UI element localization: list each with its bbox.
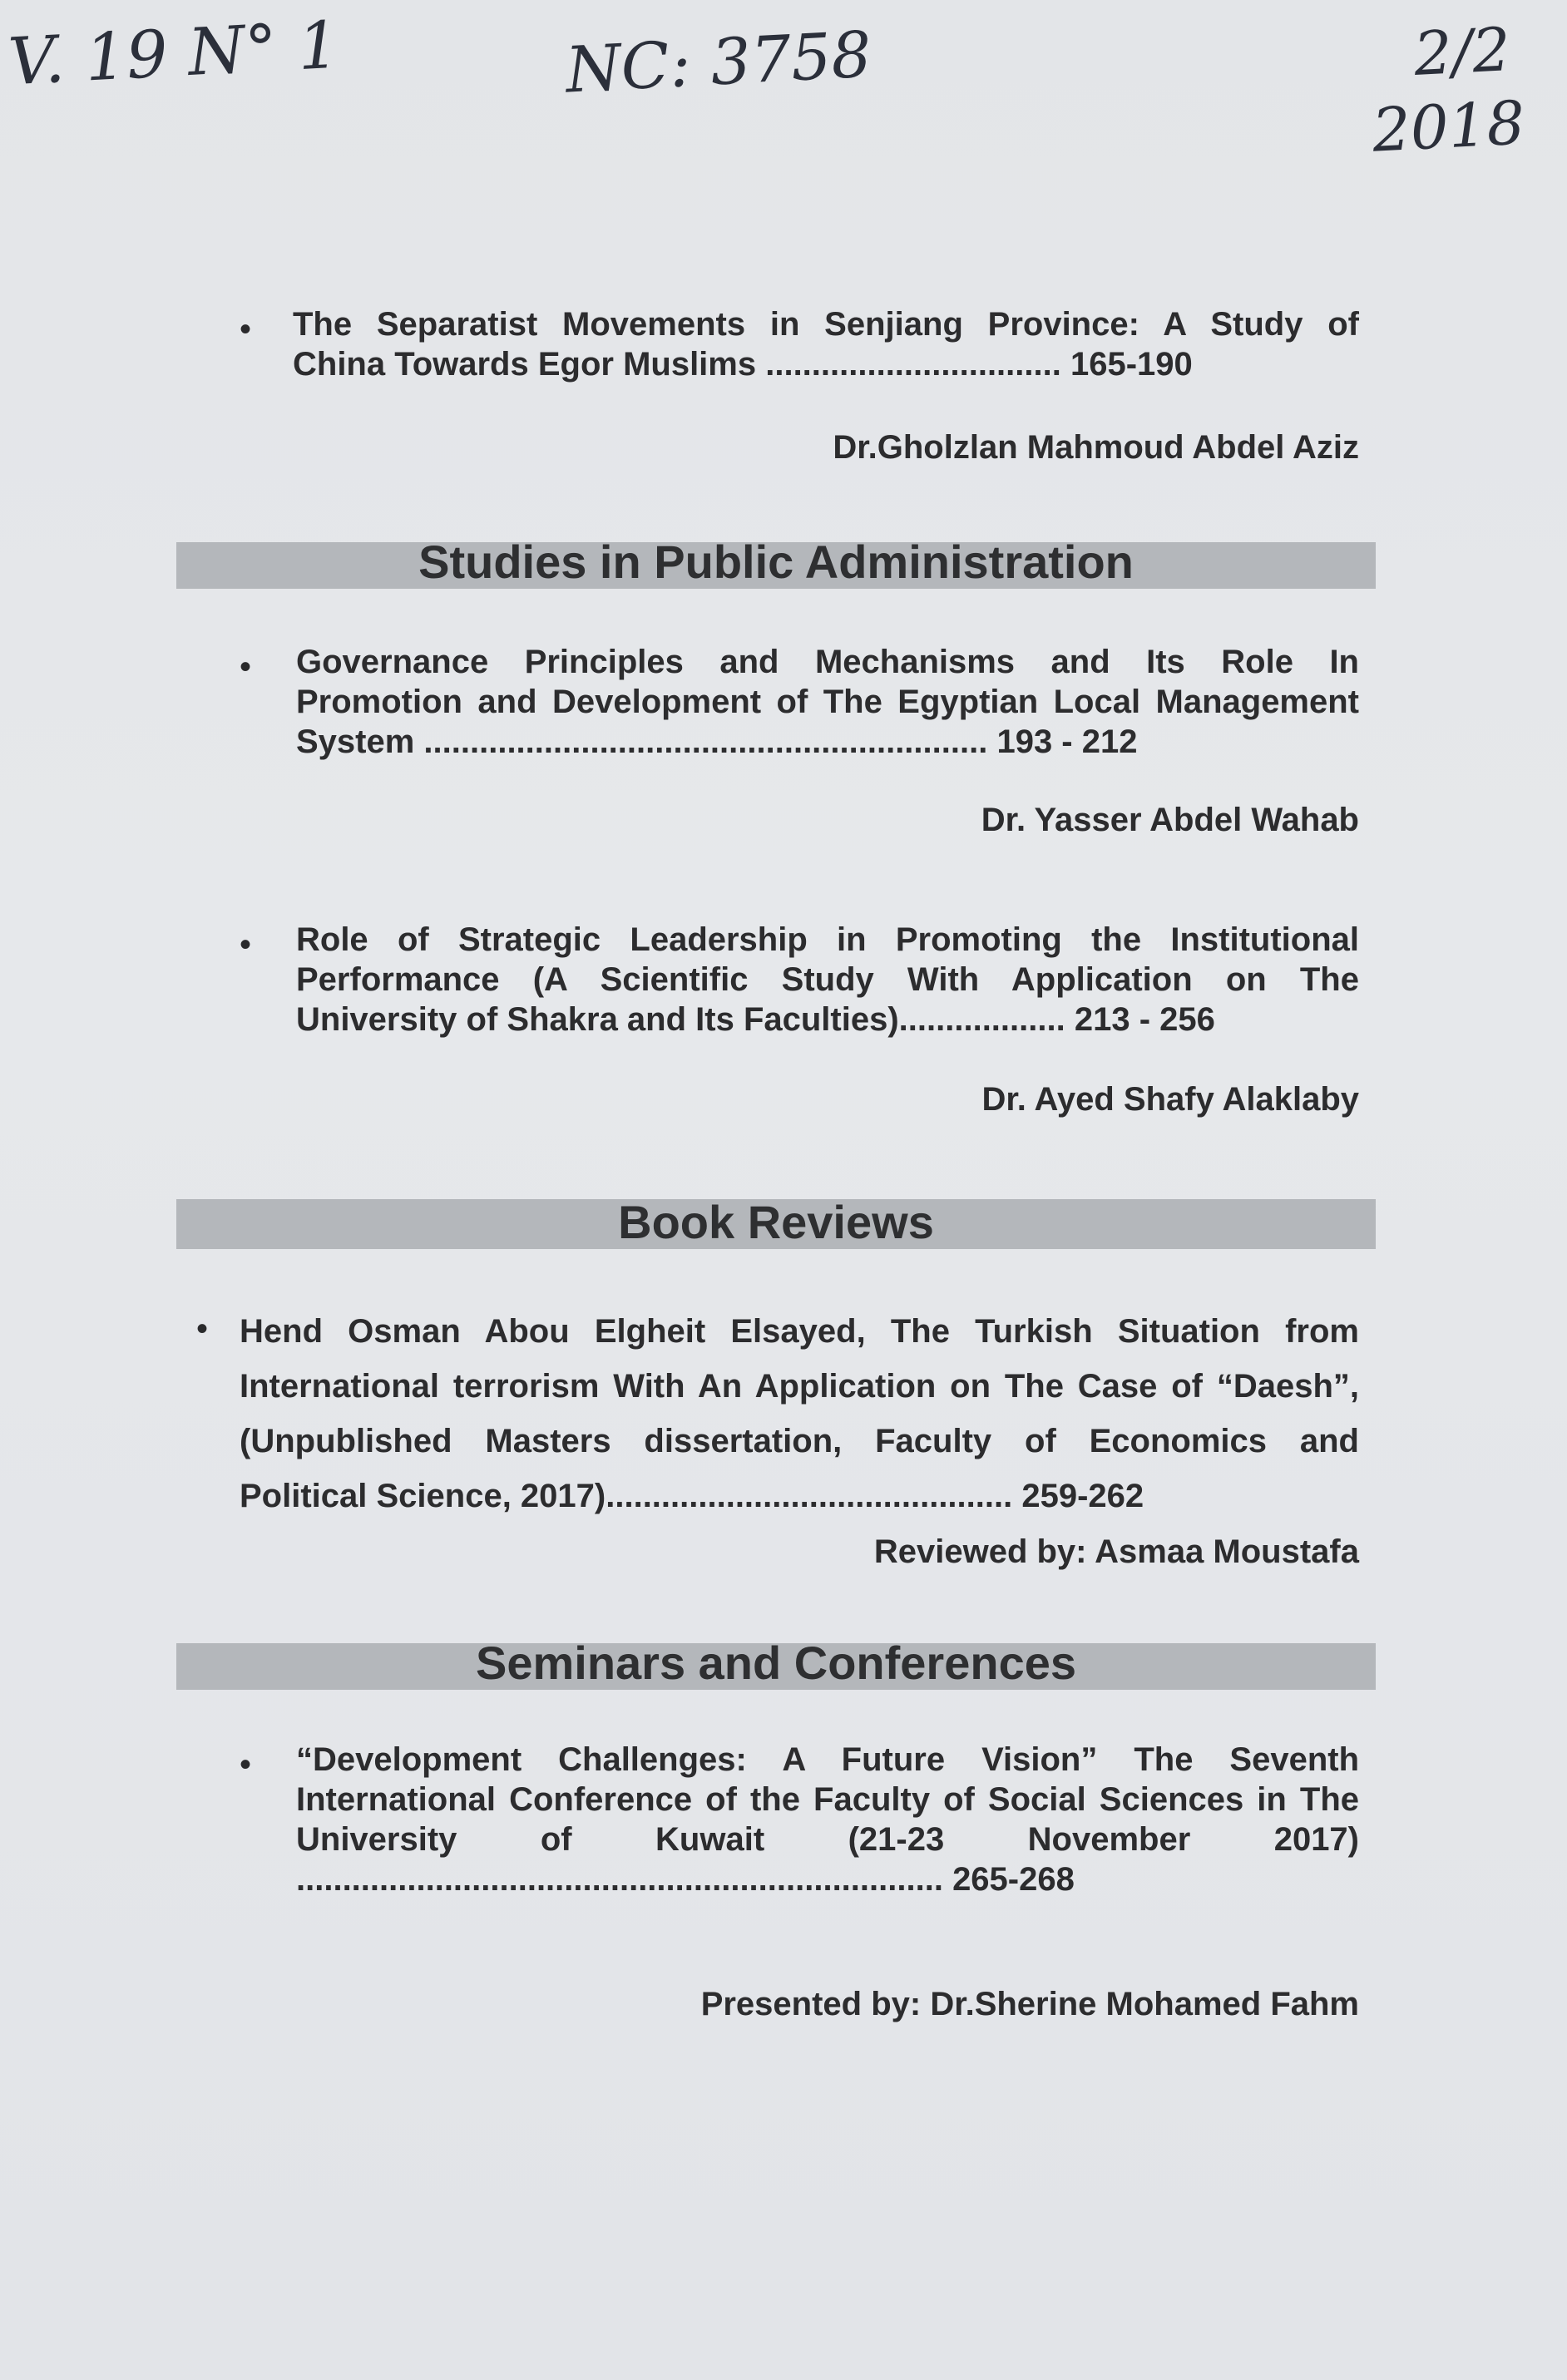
bullet-icon: •: [240, 649, 252, 685]
bullet-icon: •: [240, 1746, 252, 1783]
bullet-icon: •: [240, 926, 252, 963]
page-range: 265-268: [952, 1861, 1075, 1898]
entry-reviewer: Reviewed by: Asmaa Moustafa: [873, 1533, 1359, 1570]
page-range: 259-262: [1021, 1478, 1144, 1514]
entry-title-lead: China Towards Egor Muslims ................................: [293, 346, 1061, 383]
entry-line: Performance (A Scientific Study With Application on The: [296, 961, 1359, 998]
entry-line: [296, 1859, 1359, 1899]
entry-line: Hend Osman Abou Elgheit Elsayed, The Turkish Situation from: [240, 1313, 1359, 1350]
bullet-icon: •: [196, 1311, 209, 1347]
entry-line: Role of Strategic Leadership in Promoting the Institutional: [296, 921, 1359, 958]
entry-title-lead: University of Shakra and Its Faculties)..................: [296, 1001, 1065, 1038]
entry-line: (Unpublished Masters dissertation, Faculty of Economics and: [240, 1423, 1359, 1459]
page-range: 165-190: [1070, 346, 1193, 383]
entry-title-lead: System .............................................................: [296, 723, 988, 760]
page-range: 193 - 212: [996, 723, 1138, 760]
entry-line: University of Kuwait (21-23 November 2017): [296, 1821, 1359, 1858]
entry-line: [293, 344, 1359, 384]
entry-presenter: Presented by: Dr.Sherine Mohamed Fahm: [700, 1986, 1359, 2022]
entry-line: [296, 722, 1359, 762]
entry-line: “Development Challenges: A Future Vision” The Seventh: [296, 1741, 1359, 1778]
bullet-icon: •: [240, 311, 252, 348]
page-range: 213 - 256: [1074, 1001, 1215, 1038]
toc-entry-conference: [296, 1740, 1359, 1899]
toc-entry-leadership: [296, 920, 1359, 1039]
entry-line: International Conference of the Faculty of Social Sciences in The: [296, 1781, 1359, 1818]
handwritten-nc-number: NC: 3758: [563, 17, 873, 107]
handwritten-year: 2018: [1370, 87, 1527, 165]
entry-line: Promotion and Development of The Egyptian Local Management: [296, 684, 1359, 720]
toc-entry-review: [240, 1304, 1359, 1523]
entry-line: The Separatist Movements in Senjiang Province: A Study of: [293, 306, 1359, 343]
section-title-seminars-conferences: Seminars and Conferences: [475, 1637, 1077, 1689]
handwritten-date: 2/2: [1411, 14, 1512, 89]
entry-author: Dr. Ayed Shafy Alaklaby: [981, 1081, 1359, 1118]
section-title-book-reviews: Book Reviews: [618, 1196, 934, 1248]
handwritten-volume-note: V. 19 N° 1: [6, 7, 342, 101]
entry-title-lead: ......................................................................: [296, 1861, 943, 1898]
entry-line: [296, 1000, 1359, 1039]
entry-line: International terrorism With An Application on The Case of “Daesh”,: [240, 1368, 1359, 1405]
section-title-public-administration: Studies in Public Administration: [418, 536, 1134, 588]
entry-line: Governance Principles and Mechanisms and Its Role In: [296, 644, 1359, 680]
entry-line: [240, 1469, 1359, 1523]
toc-entry-separatist: [293, 304, 1359, 384]
entry-title-lead: Political Science, 2017)............................................: [240, 1478, 1013, 1514]
entry-author: Dr.Gholzlan Mahmoud Abdel Aziz: [833, 429, 1359, 466]
entry-author: Dr. Yasser Abdel Wahab: [981, 802, 1359, 838]
toc-entry-governance: [296, 642, 1359, 762]
